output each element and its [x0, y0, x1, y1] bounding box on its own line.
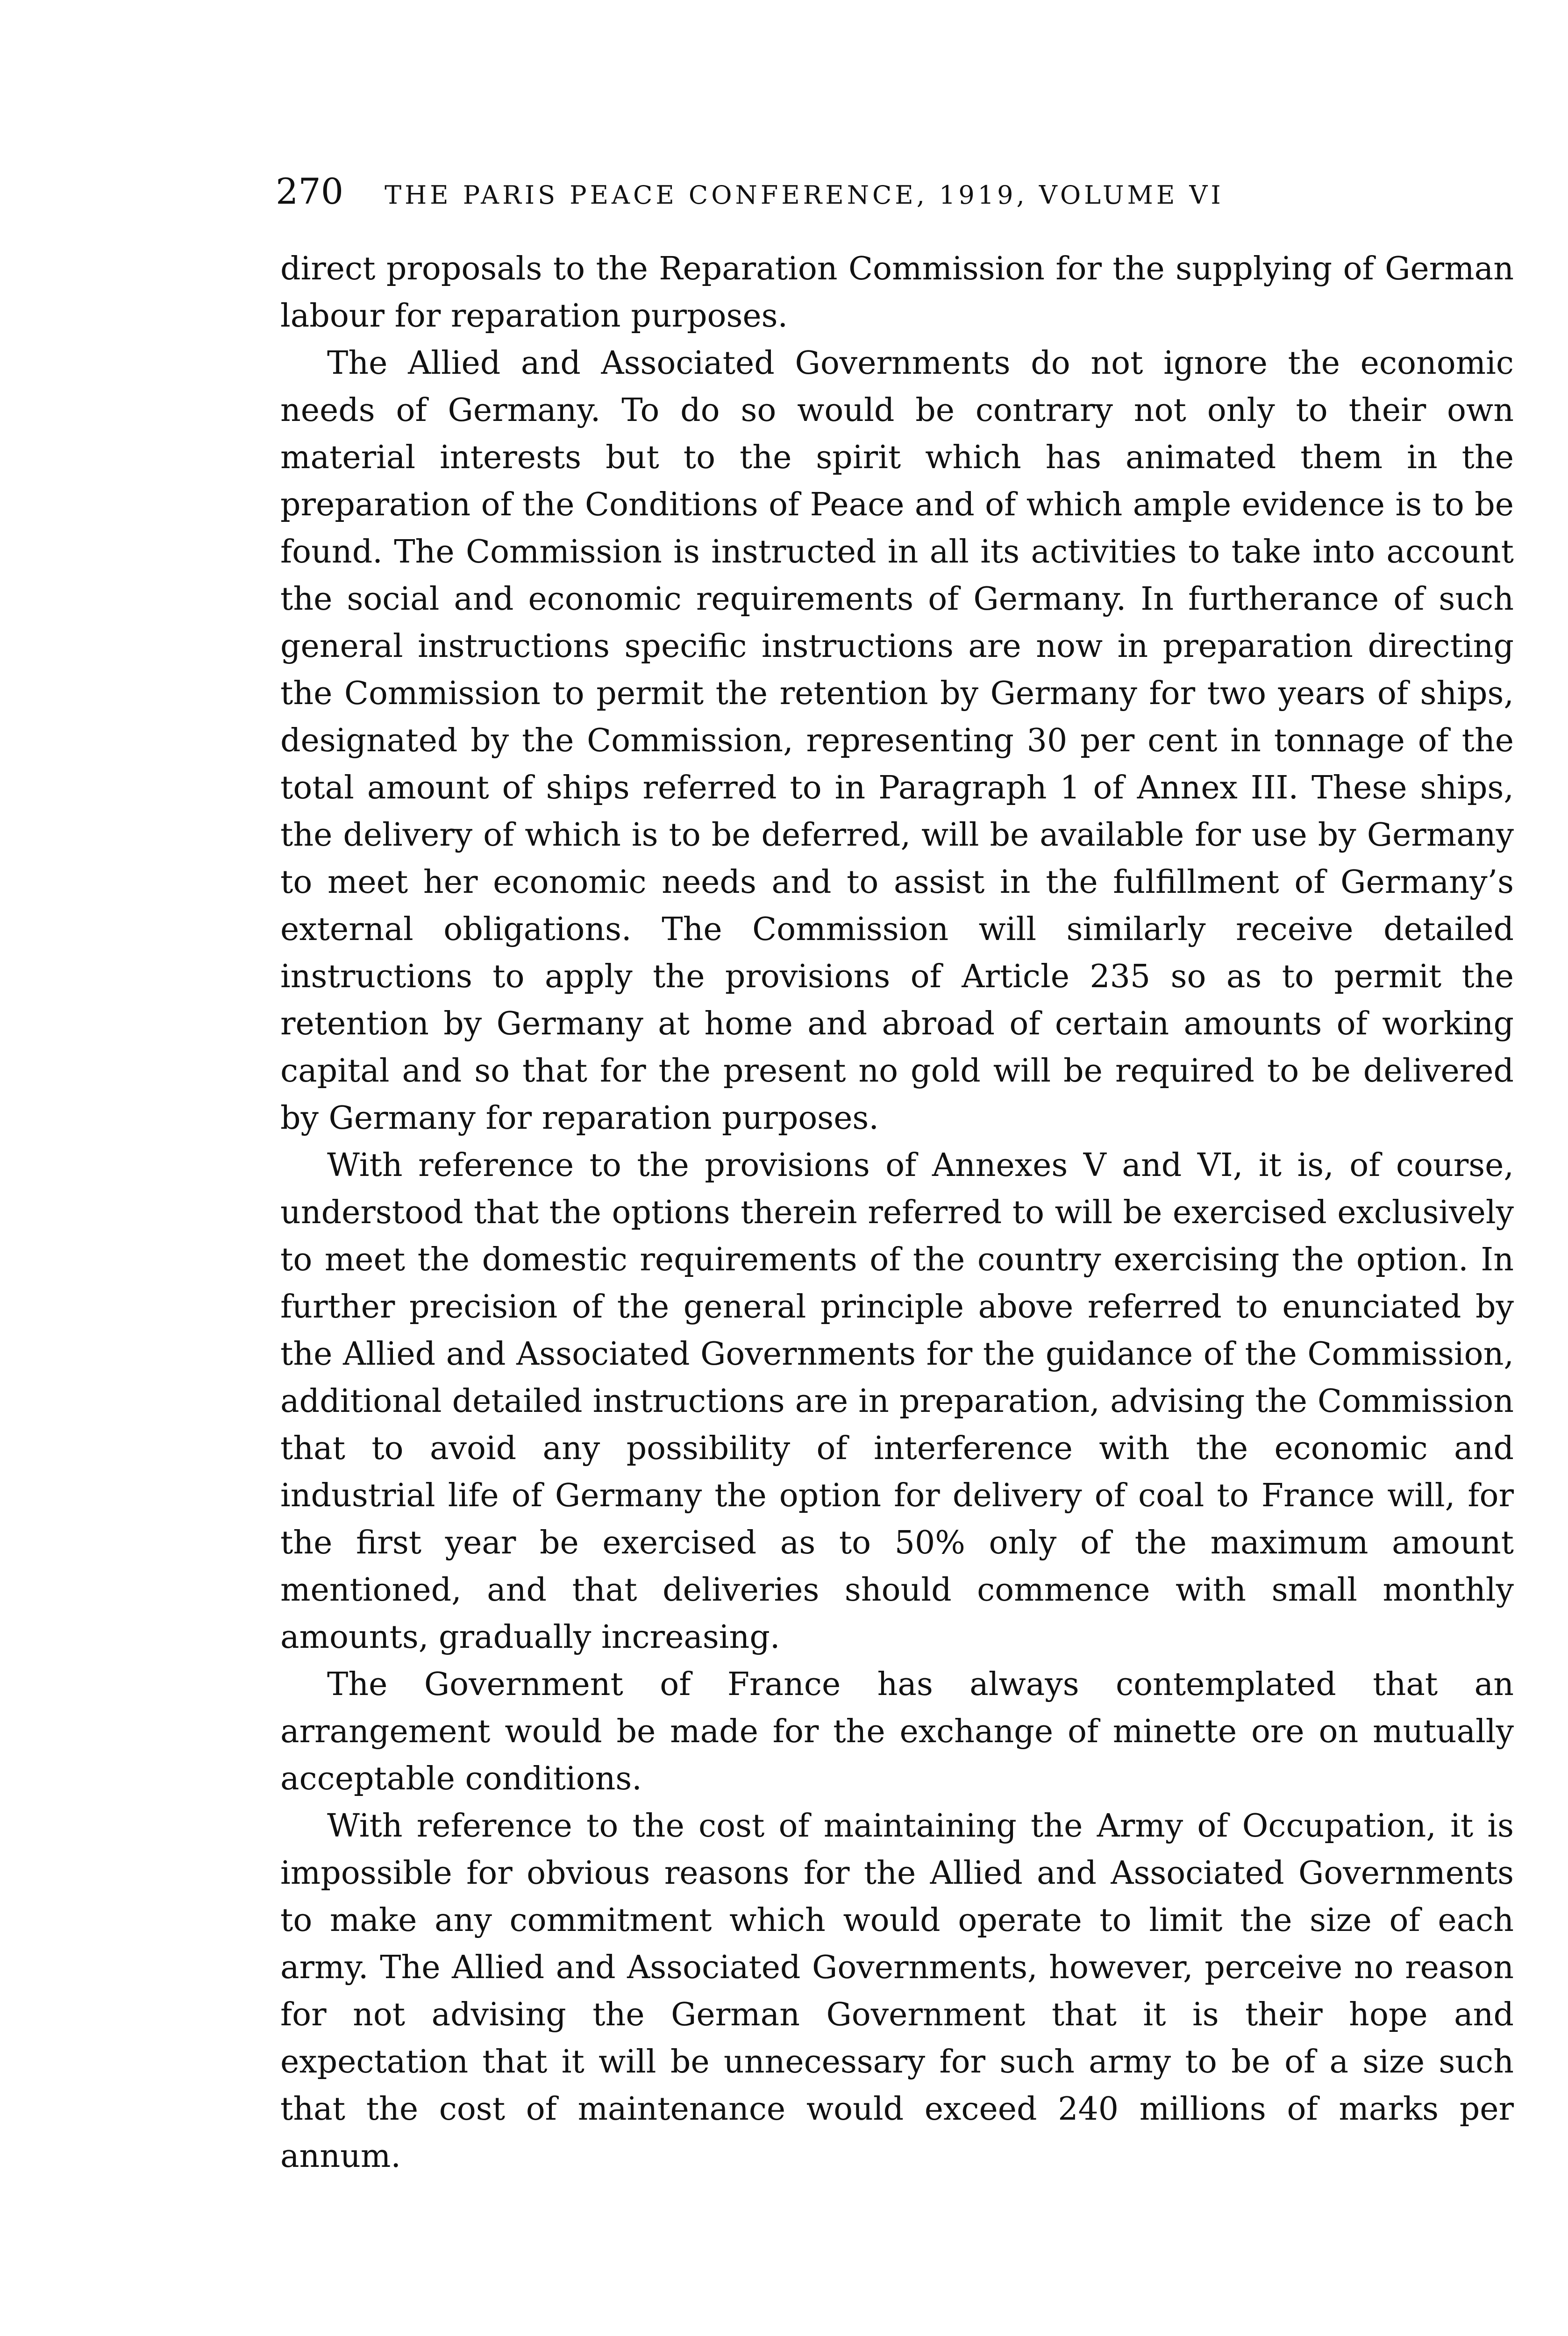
- paragraph-army-occupation: With reference to the cost of maintaining the Army of Occupation, it is impossible for obvious reasons for the Allied and Associated Governments to make any commitment which would operate to limit the size of each army. The Allied and Associated Governments, however, perceive no reason for not advising the German Government that it is their hope and expectation that it will be unnecessary for such army to be of a size such that the cost of maintenance would exceed 240 millions of marks per annum.: [280, 1808, 1514, 2175]
- running-title: THE PARIS PEACE CONFERENCE, 1919, VOLUME VI: [385, 180, 1224, 210]
- paragraph-continuation: direct proposals to the Reparation Commission for the supplying of German labour for reparation purposes.: [280, 250, 1514, 335]
- paragraph-minette-ore: The Government of France has always contemplated that an arrangement would be made for the exchange of minette ore on mutually acceptable conditions.: [280, 1666, 1514, 1797]
- running-head: [276, 171, 1518, 222]
- page-number: 270: [276, 171, 344, 212]
- paragraph-annexes-options: With reference to the provisions of Annexes V and VI, it is, of course, understood that the options therein referred to will be exercised exclusively to meet the domestic requirements of the country exercising the option. In further precision of the general principle above referred to enunciated by the Allied and Associated Governments for the guidance of the Commission, additional detailed instructions are in preparation, advising the Commission that to avoid any possibility of interference with the economic and industrial life of Germany the option for delivery of coal to France will, for the first year be exercised as to 50% only of the maximum amount mentioned, and that deliveries should commence with small monthly amounts, gradually increasing.: [280, 1147, 1514, 1656]
- body-text: [280, 245, 1514, 2180]
- paragraph-economic-needs: The Allied and Associated Governments do not ignore the economic needs of Germany. To do so would be contrary not only to their own material interests but to the spirit which has animated them in the preparation of the Conditions of Peace and of which ample evidence is to be found. The Commission is instructed in all its activities to take into account the social and economic requirements of Germany. In furtherance of such general instructions specific instructions are now in preparation directing the Commission to permit the retention by Germany for two years of ships, designated by the Commission, representing 30 per cent in tonnage of the total amount of ships referred to in Paragraph 1 of Annex III. These ships, the delivery of which is to be deferred, will be available for use by Germany to meet her economic needs and to assist in the fulfillment of Germany’s external obligations. The Commission will similarly receive detailed instructions to apply the provisions of Article 235 so as to permit the retention by Germany at home and abroad of certain amounts of working capital and so that for the present no gold will be required to be delivered by Germany for reparation purposes.: [280, 345, 1514, 1137]
